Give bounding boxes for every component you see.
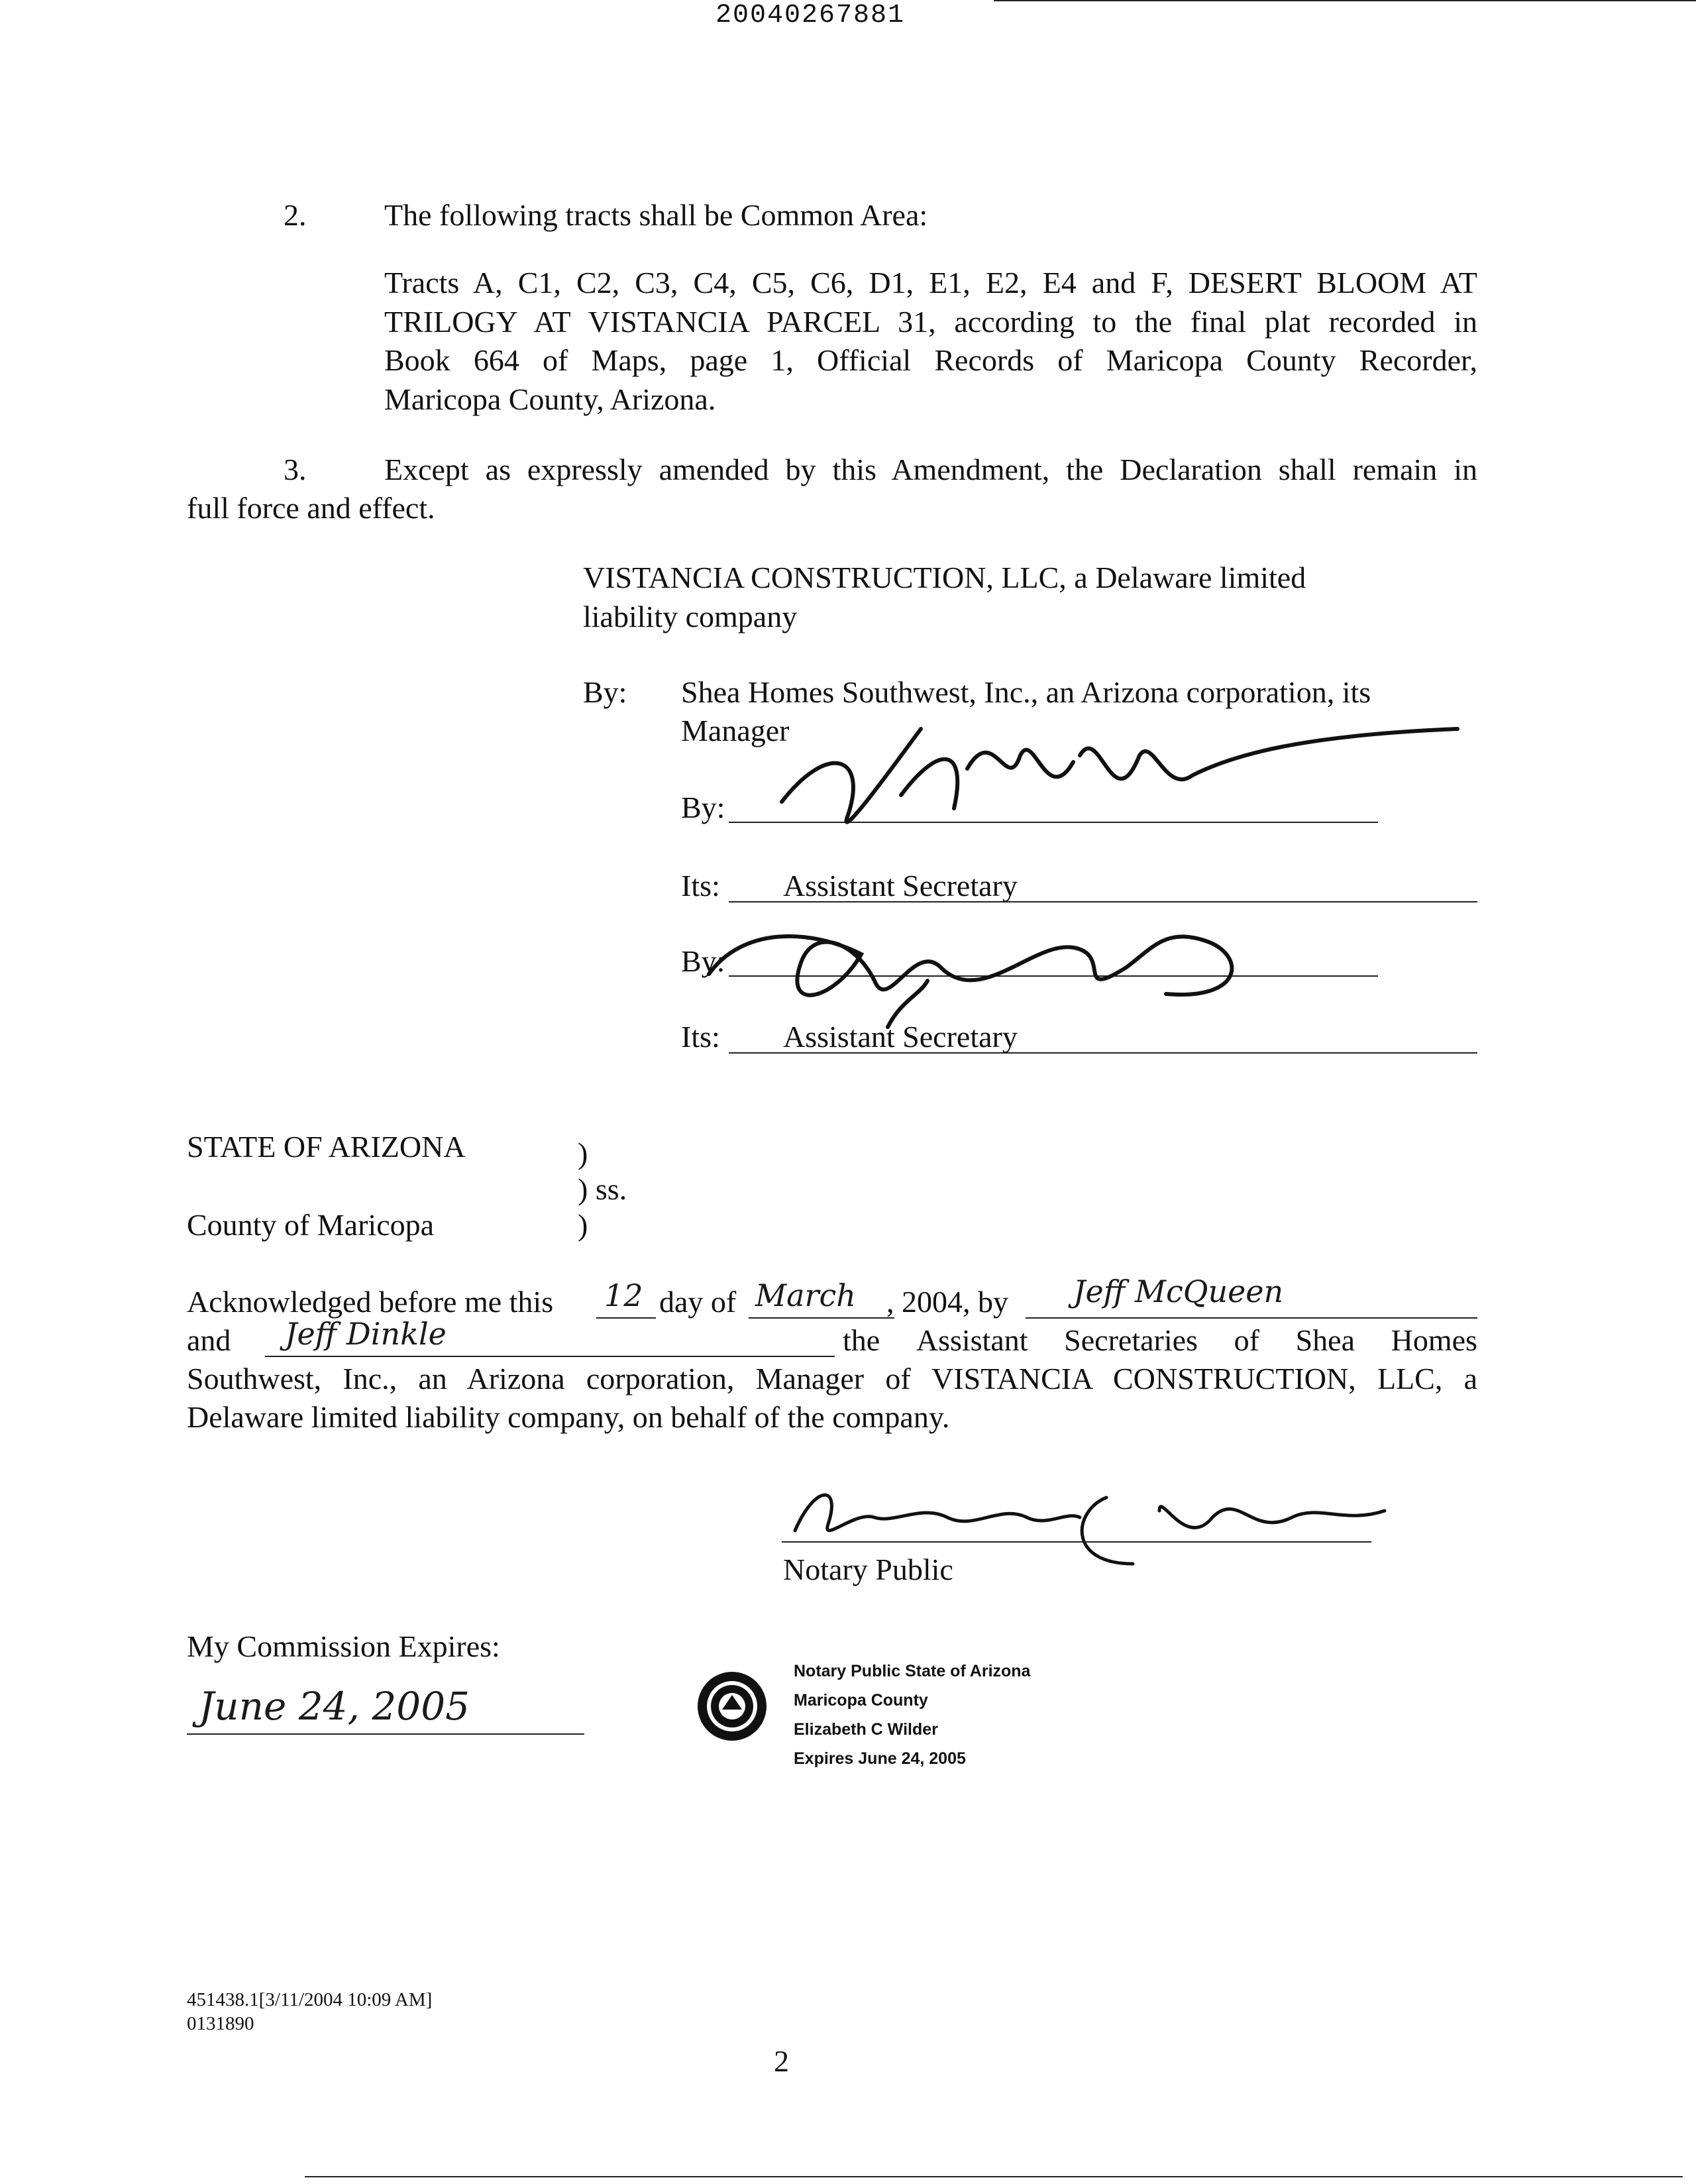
commission-expiration: June 24, 2005 <box>199 1684 470 1729</box>
section2-line-2: TRILOGY AT VISTANCIA PARCEL 31, according to the final plat recorded in <box>384 305 1477 339</box>
ack-day: 12 <box>604 1278 643 1313</box>
ack-month-line <box>749 1317 894 1319</box>
company-line-2: liability company <box>583 600 798 633</box>
seal-line-3: Elizabeth C Wilder <box>794 1720 938 1739</box>
section3-line-1: Except as expressly amended by this Amendment, the Declaration shall remain in <box>384 453 1477 486</box>
venue-county: County of Maricopa <box>187 1208 435 1242</box>
ack-text-3: , 2004, by <box>886 1285 1008 1319</box>
notary-signature-line <box>782 1541 1371 1543</box>
seal-line-2: Maricopa County <box>794 1691 928 1710</box>
section2-number: 2. <box>284 198 307 232</box>
section2-lead: The following tracts shall be Common Area: <box>384 198 928 232</box>
signer2-signature <box>702 901 1272 1027</box>
venue-ss: ) ss. <box>578 1172 627 1206</box>
signer1-signature <box>768 716 1471 848</box>
ack-day-line <box>596 1317 656 1319</box>
notary-seal-icon <box>696 1670 768 1743</box>
ack-name-1: Jeff McQueen <box>1073 1274 1284 1309</box>
document-number: 20040267881 <box>716 1 906 30</box>
ack-and: and <box>187 1323 231 1357</box>
seal-line-1: Notary Public State of Arizona <box>794 1662 1031 1680</box>
company-line-1: VISTANCIA CONSTRUCTION, LLC, a Delaware limited <box>583 561 1306 594</box>
signer2-its-label: Its: <box>681 1020 720 1054</box>
section3-line-2: full force and effect. <box>187 491 435 525</box>
ack-word-the: the <box>843 1323 880 1357</box>
commission-line <box>187 1733 584 1735</box>
ack-line2-words <box>843 1321 1477 1360</box>
section2-line-3: Book 664 of Maps, page 1, Official Records of Maricopa County Recorder, <box>384 343 1477 377</box>
section2-line-4: Maricopa County, Arizona. <box>384 382 716 416</box>
commission-label: My Commission Expires: <box>187 1629 500 1663</box>
signer1-title: Assistant Secretary <box>783 869 1018 902</box>
section2-line-1: Tracts A, C1, C2, C3, C4, C5, C6, D1, E1, E2, E4 and F, DESERT BLOOM AT <box>384 266 1477 300</box>
venue-state: STATE OF ARIZONA <box>187 1130 466 1164</box>
signer2-by-label: By: <box>681 944 725 978</box>
seal-line-4: Expires June 24, 2005 <box>794 1749 966 1768</box>
notary-public-label: Notary Public <box>783 1553 953 1586</box>
ack-word-assistant: Assistant <box>916 1323 1028 1357</box>
manager-line-2: Manager <box>681 714 790 747</box>
header-rule <box>994 0 1696 1</box>
ack-word-of: of <box>1234 1323 1259 1357</box>
ack-line-3: Southwest, Inc., an Arizona corporation, Manager of VISTANCIA CONSTRUCTION, LLC, a <box>187 1362 1477 1395</box>
ack-text-2: day of <box>659 1285 737 1319</box>
by-label: By: <box>583 675 627 709</box>
footer-doc-id: 451438.1[3/11/2004 10:09 AM] <box>187 1989 433 2010</box>
ack-line-4: Delaware limited liability company, on behalf of the company. <box>187 1400 950 1434</box>
section3-number: 3. <box>284 453 307 486</box>
ack-word-secretaries: Secretaries <box>1064 1323 1198 1357</box>
signer1-its-label: Its: <box>681 869 720 902</box>
signer2-title: Assistant Secretary <box>783 1020 1018 1054</box>
ack-text-1: Acknowledged before me this <box>187 1285 554 1319</box>
ack-name2-line <box>265 1356 835 1357</box>
footer-code: 0131890 <box>187 2013 254 2034</box>
footer-rule <box>305 2176 1683 2177</box>
venue-paren-open: ) <box>578 1136 588 1170</box>
ack-word-shea: Shea <box>1295 1323 1355 1357</box>
ack-name-2: Jeff Dinkle <box>285 1316 447 1352</box>
manager-line-1: Shea Homes Southwest, Inc., an Arizona corporation, its <box>681 675 1371 709</box>
venue-paren-close: ) <box>578 1208 588 1242</box>
signer1-by-label: By: <box>681 791 725 824</box>
ack-word-homes: Homes <box>1391 1323 1477 1357</box>
page-number: 2 <box>774 2044 789 2078</box>
ack-month: March <box>755 1278 856 1313</box>
ack-name1-line <box>1026 1317 1477 1319</box>
